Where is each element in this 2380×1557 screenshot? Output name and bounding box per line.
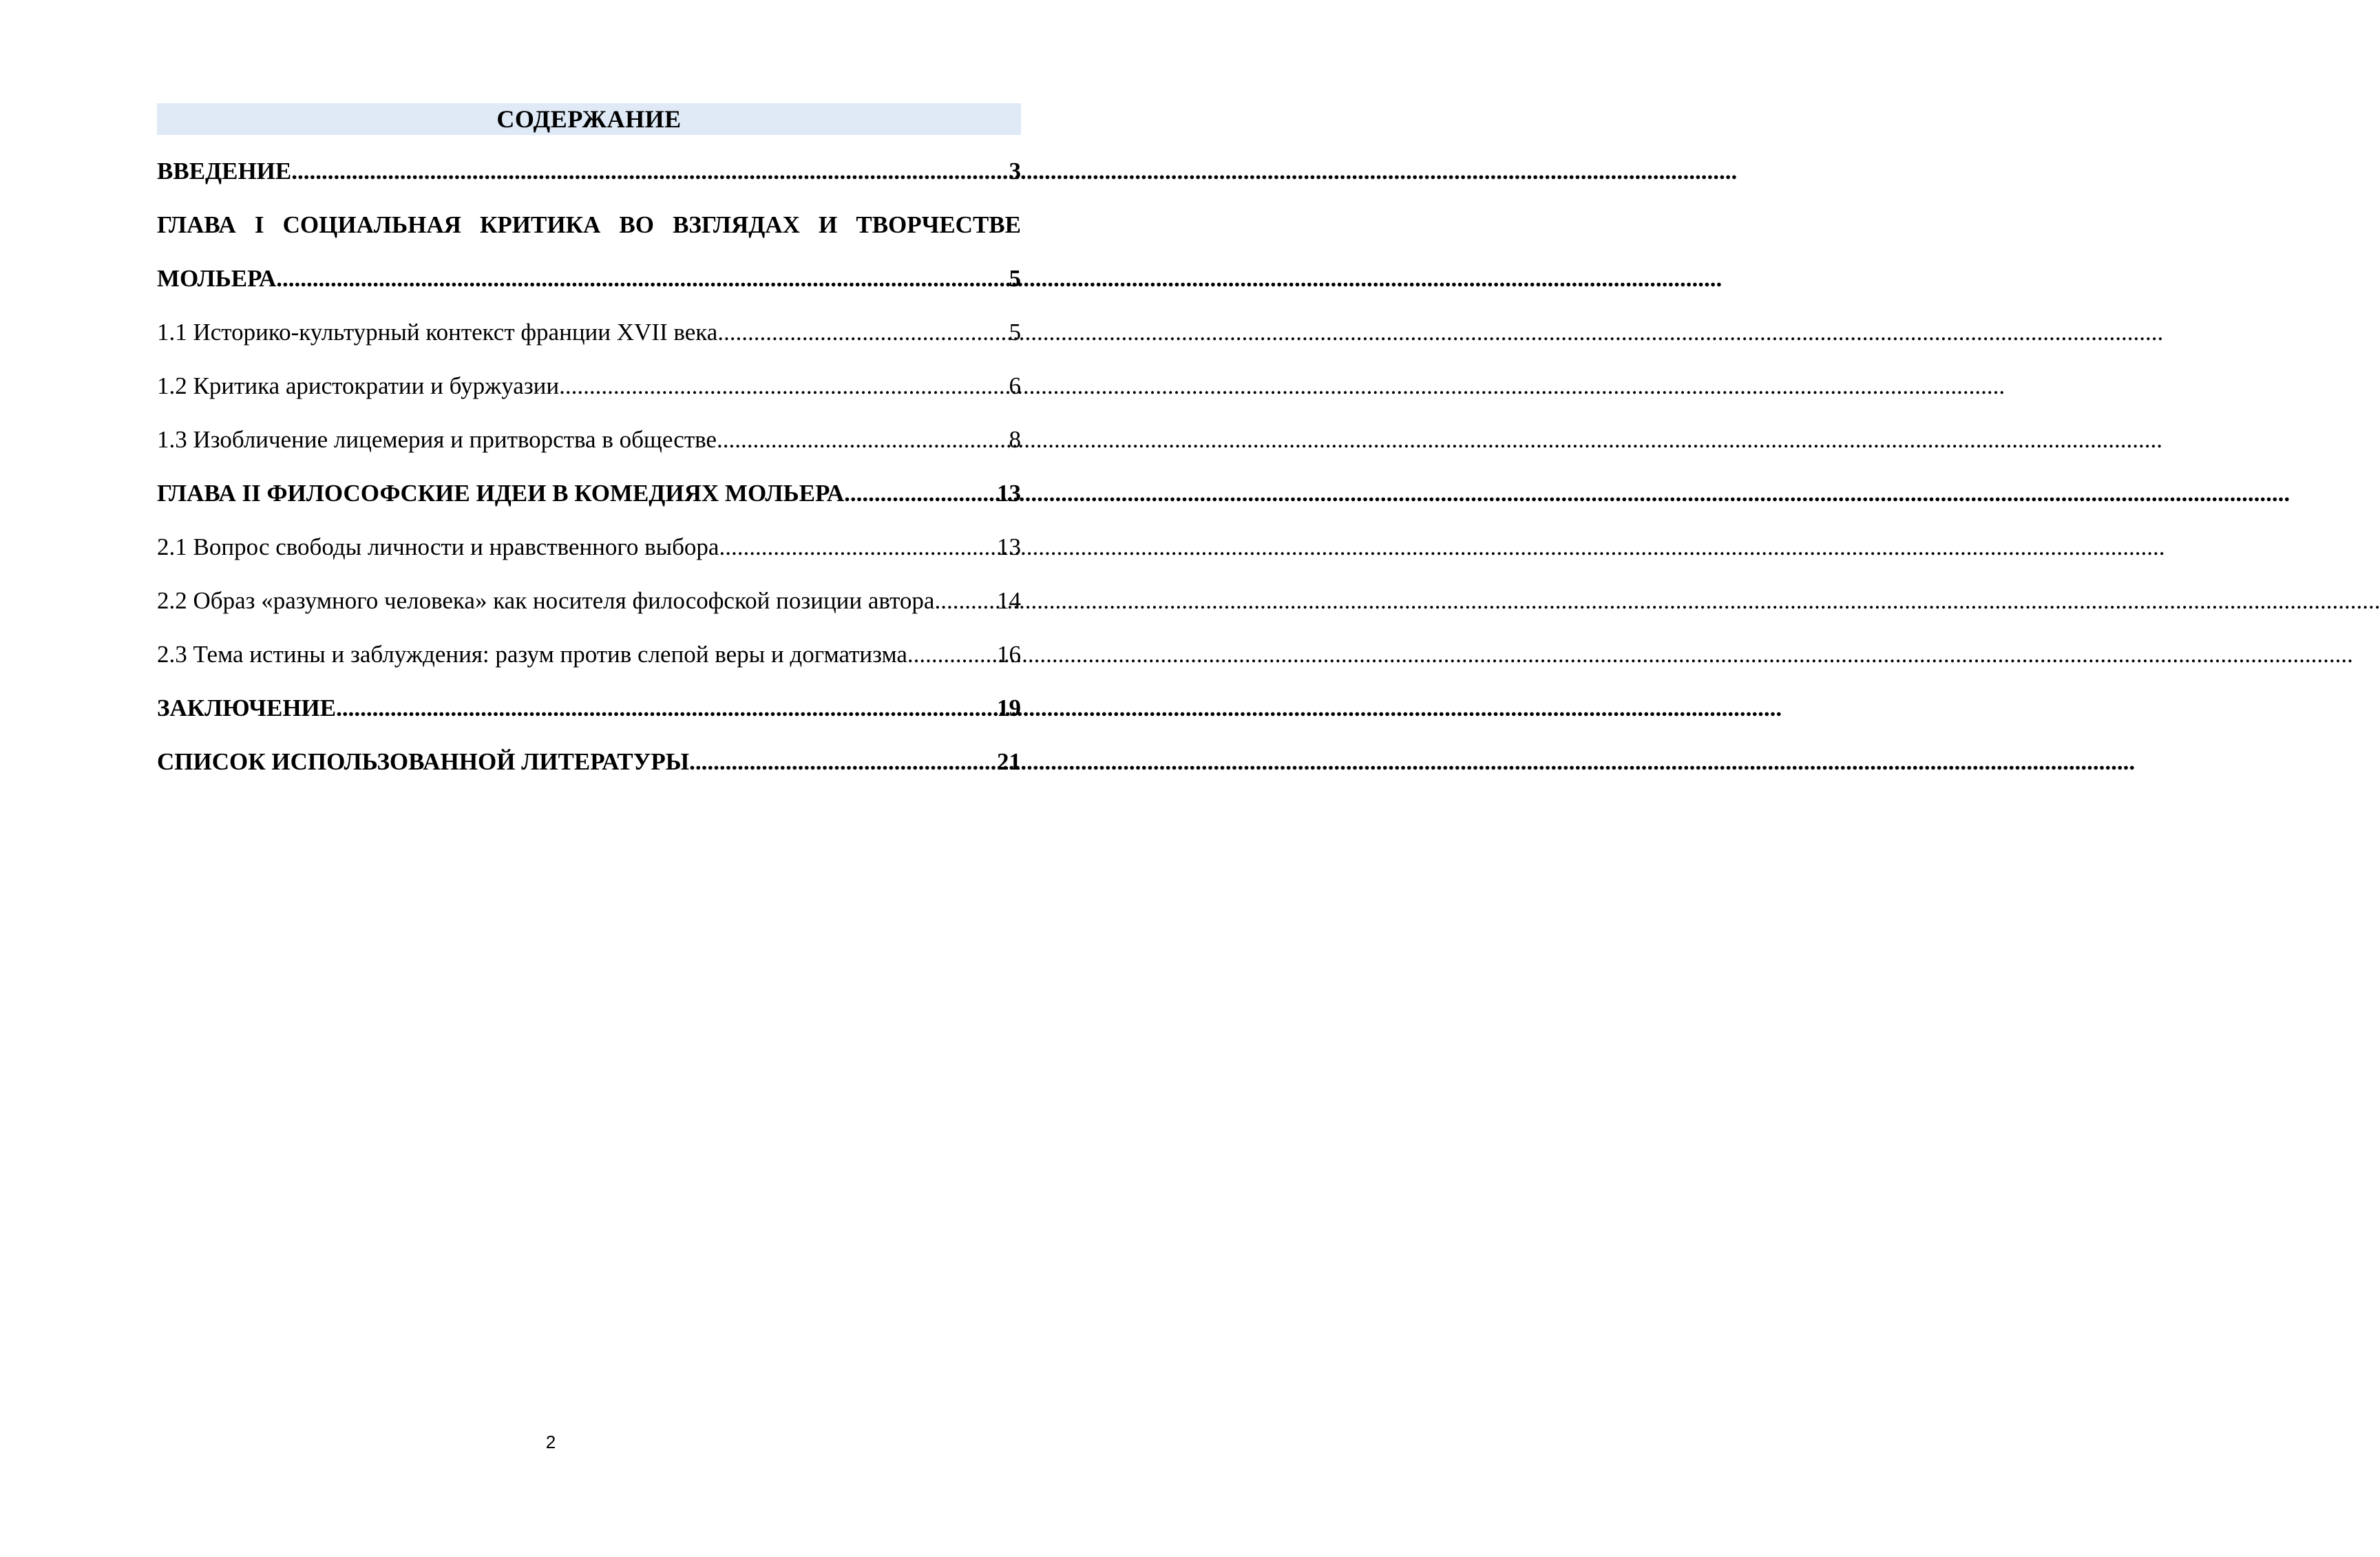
toc-entry-page: 19 <box>997 695 1021 721</box>
toc-entry-introduction[interactable] <box>157 145 1021 198</box>
toc-dot-leader <box>717 306 1009 359</box>
toc-entry-page: 5 <box>1009 319 1021 346</box>
toc-entry-label: 2.3 Тема истины и заблуждения: разум против слепой веры и догматизма <box>157 641 907 668</box>
toc-entry-page: 5 <box>1009 265 1021 292</box>
toc-dot-leader <box>934 574 997 628</box>
toc-entry-label: 1.3 Изобличение лицемерия и притворства в обществе <box>157 426 717 453</box>
toc-entry-label: ЗАКЛЮЧЕНИЕ <box>157 695 337 721</box>
toc-entry-page: 3 <box>1009 158 1021 184</box>
toc-dot-leader <box>719 520 997 574</box>
toc-dot-leader <box>336 681 997 735</box>
toc-dot-leader <box>717 413 1009 467</box>
toc-entry-label: 2.1 Вопрос свободы личности и нравственного выбора <box>157 533 719 560</box>
toc-entry-conclusion[interactable] <box>157 681 1021 735</box>
toc-entry-section-1-1[interactable] <box>157 306 1021 359</box>
toc-entry-page: 14 <box>997 587 1021 614</box>
table-of-contents <box>157 103 1021 789</box>
toc-entry-section-2-2[interactable] <box>157 574 1021 628</box>
toc-entry-label: МОЛЬЕРА <box>157 265 277 292</box>
toc-entry-chapter-2[interactable] <box>157 467 1021 520</box>
toc-entry-page: 13 <box>997 533 1021 560</box>
toc-entry-label: ВВЕДЕНИЕ <box>157 158 292 184</box>
toc-entry-section-1-2[interactable] <box>157 359 1021 413</box>
toc-dot-leader <box>689 735 997 789</box>
toc-entry-page: 6 <box>1009 372 1021 399</box>
toc-entry-page: 16 <box>997 641 1021 668</box>
page-number: 2 <box>545 1432 556 1452</box>
toc-entry-label: 2.2 Образ «разумного человека» как носителя философской позиции автора <box>157 587 935 614</box>
toc-title: СОДЕРЖАНИЕ <box>157 103 1021 135</box>
toc-entry-section-1-3[interactable] <box>157 413 1021 467</box>
toc-entry-section-2-1[interactable] <box>157 520 1021 574</box>
toc-entry-label: ГЛАВА II ФИЛОСОФСКИЕ ИДЕИ В КОМЕДИЯХ МОЛЬЕРА <box>157 480 845 507</box>
toc-dot-leader <box>559 359 1009 413</box>
toc-dot-leader <box>844 467 997 520</box>
toc-entry-page: 13 <box>997 480 1021 507</box>
toc-entry-bibliography[interactable] <box>157 735 1021 789</box>
toc-dot-leader <box>907 628 997 681</box>
toc-dot-leader <box>291 145 1009 198</box>
toc-entry-page: 21 <box>997 748 1021 775</box>
toc-entry-label: 1.2 Критика аристократии и буржуазии <box>157 372 560 399</box>
toc-entry-section-2-3[interactable] <box>157 628 1021 681</box>
toc-dot-leader <box>276 252 1009 306</box>
toc-entry-page: 8 <box>1009 426 1021 453</box>
toc-entry-chapter-1-line-1[interactable] <box>157 198 1021 252</box>
toc-entry-label: 1.1 Историко-культурный контекст франции XVII века <box>157 319 718 346</box>
toc-entry-chapter-1-line-2[interactable] <box>157 252 1021 306</box>
toc-entry-label: ГЛАВА I СОЦИАЛЬНАЯ КРИТИКА ВО ВЗГЛЯДАХ И ТВОРЧЕСТВЕ <box>157 211 1021 238</box>
toc-entry-label: СПИСОК ИСПОЛЬЗОВАННОЙ ЛИТЕРАТУРЫ <box>157 748 690 775</box>
document-page <box>0 0 1102 1557</box>
